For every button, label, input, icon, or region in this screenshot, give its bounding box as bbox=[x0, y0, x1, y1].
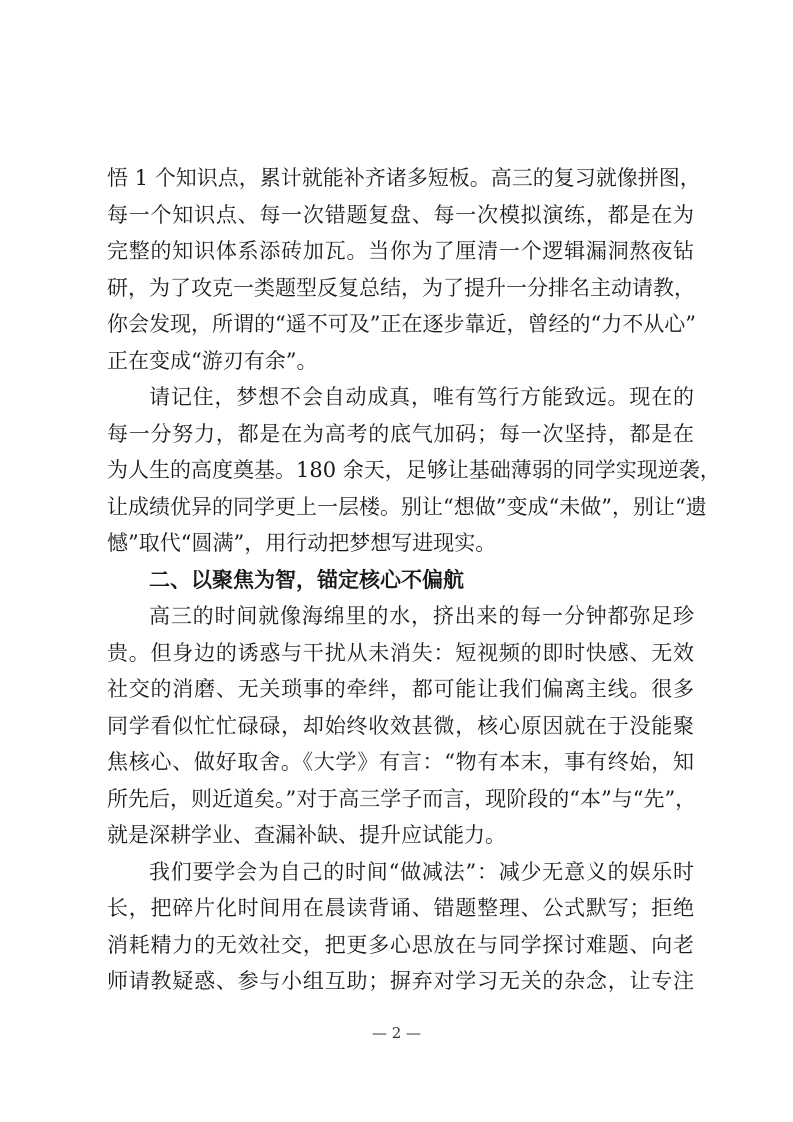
text-line: 悟 1 个知识点，累计就能补齐诸多短板。高三的复习就像拼图， bbox=[107, 166, 701, 190]
text-line: 憾”取代“圆满”，用行动把梦想写进现实。 bbox=[107, 531, 497, 555]
text-line: 我们要学会为自己的时间“做减法”：减少无意义的娱乐时 bbox=[149, 859, 694, 884]
text-line: 请记住，梦想不会自动成真，唯有笃行方能致远。现在的 bbox=[149, 385, 694, 409]
text-line: 每一分努力，都是在为高考的底气加码；每一次坚持，都是在 bbox=[107, 421, 694, 446]
paragraph bbox=[107, 160, 701, 379]
text-line: 所先后，则近道矣。”对于高三学子而言，现阶段的“本”与“先”， bbox=[107, 786, 697, 811]
body-text bbox=[107, 160, 721, 1000]
text-line: 你会发现，所谓的“遥不可及”正在逐步靠近，曾经的“力不从心” bbox=[107, 312, 696, 336]
text-line: 同学看似忙忙碌碌，却始终收效甚微，核心原因就在于没能聚 bbox=[107, 713, 694, 738]
section-heading bbox=[107, 562, 694, 599]
text-line: 每一个知识点、每一次错题复盘、每一次模拟演练，都是在为 bbox=[107, 202, 694, 227]
paragraph bbox=[107, 854, 694, 1000]
text-line: 正在变成“游刃有余”。 bbox=[107, 348, 318, 373]
paragraph bbox=[107, 598, 697, 854]
text-line: 让成绩优异的同学更上一层楼。别让“想做”变成“未做”，别让“遗 bbox=[107, 494, 707, 519]
text-line: 贵。但身边的诱惑与干扰从未消失：短视频的即时快感、无效 bbox=[107, 640, 694, 665]
page-number: — 2 — bbox=[371, 1024, 422, 1042]
text-line: 社交的消磨、无关琐事的牵绊，都可能让我们偏离主线。很多 bbox=[107, 677, 694, 701]
text-line: 焦核心、做好取舍。《大学》有言：“物有本末，事有终始，知 bbox=[107, 750, 694, 774]
text-line: 消耗精力的无效社交，把更多心思放在与同学探讨难题、向老 bbox=[107, 932, 694, 957]
text-line: 就是深耕学业、查漏补缺、提升应试能力。 bbox=[107, 823, 506, 847]
text-line: 长，把碎片化时间用在晨读背诵、错题整理、公式默写；拒绝 bbox=[107, 896, 694, 920]
text-line: 二、以聚焦为智，锚定核心不偏航 bbox=[149, 566, 464, 592]
text-line: 为人生的高度奠基。180 余天，足够让基础薄弱的同学实现逆袭， bbox=[107, 458, 721, 482]
text-line: 研，为了攻克一类题型反复总结，为了提升一分排名主动请教， bbox=[107, 275, 695, 300]
text-line: 完整的知识体系添砖加瓦。当你为了厘清一个逻辑漏洞熬夜钻 bbox=[107, 239, 694, 263]
text-line: 师请教疑惑、参与小组互助；摒弃对学习无关的杂念，让专注 bbox=[107, 969, 694, 993]
text-line: 高三的时间就像海绵里的水，挤出来的每一分钟都弥足珍 bbox=[149, 604, 694, 628]
paragraph bbox=[107, 379, 721, 562]
